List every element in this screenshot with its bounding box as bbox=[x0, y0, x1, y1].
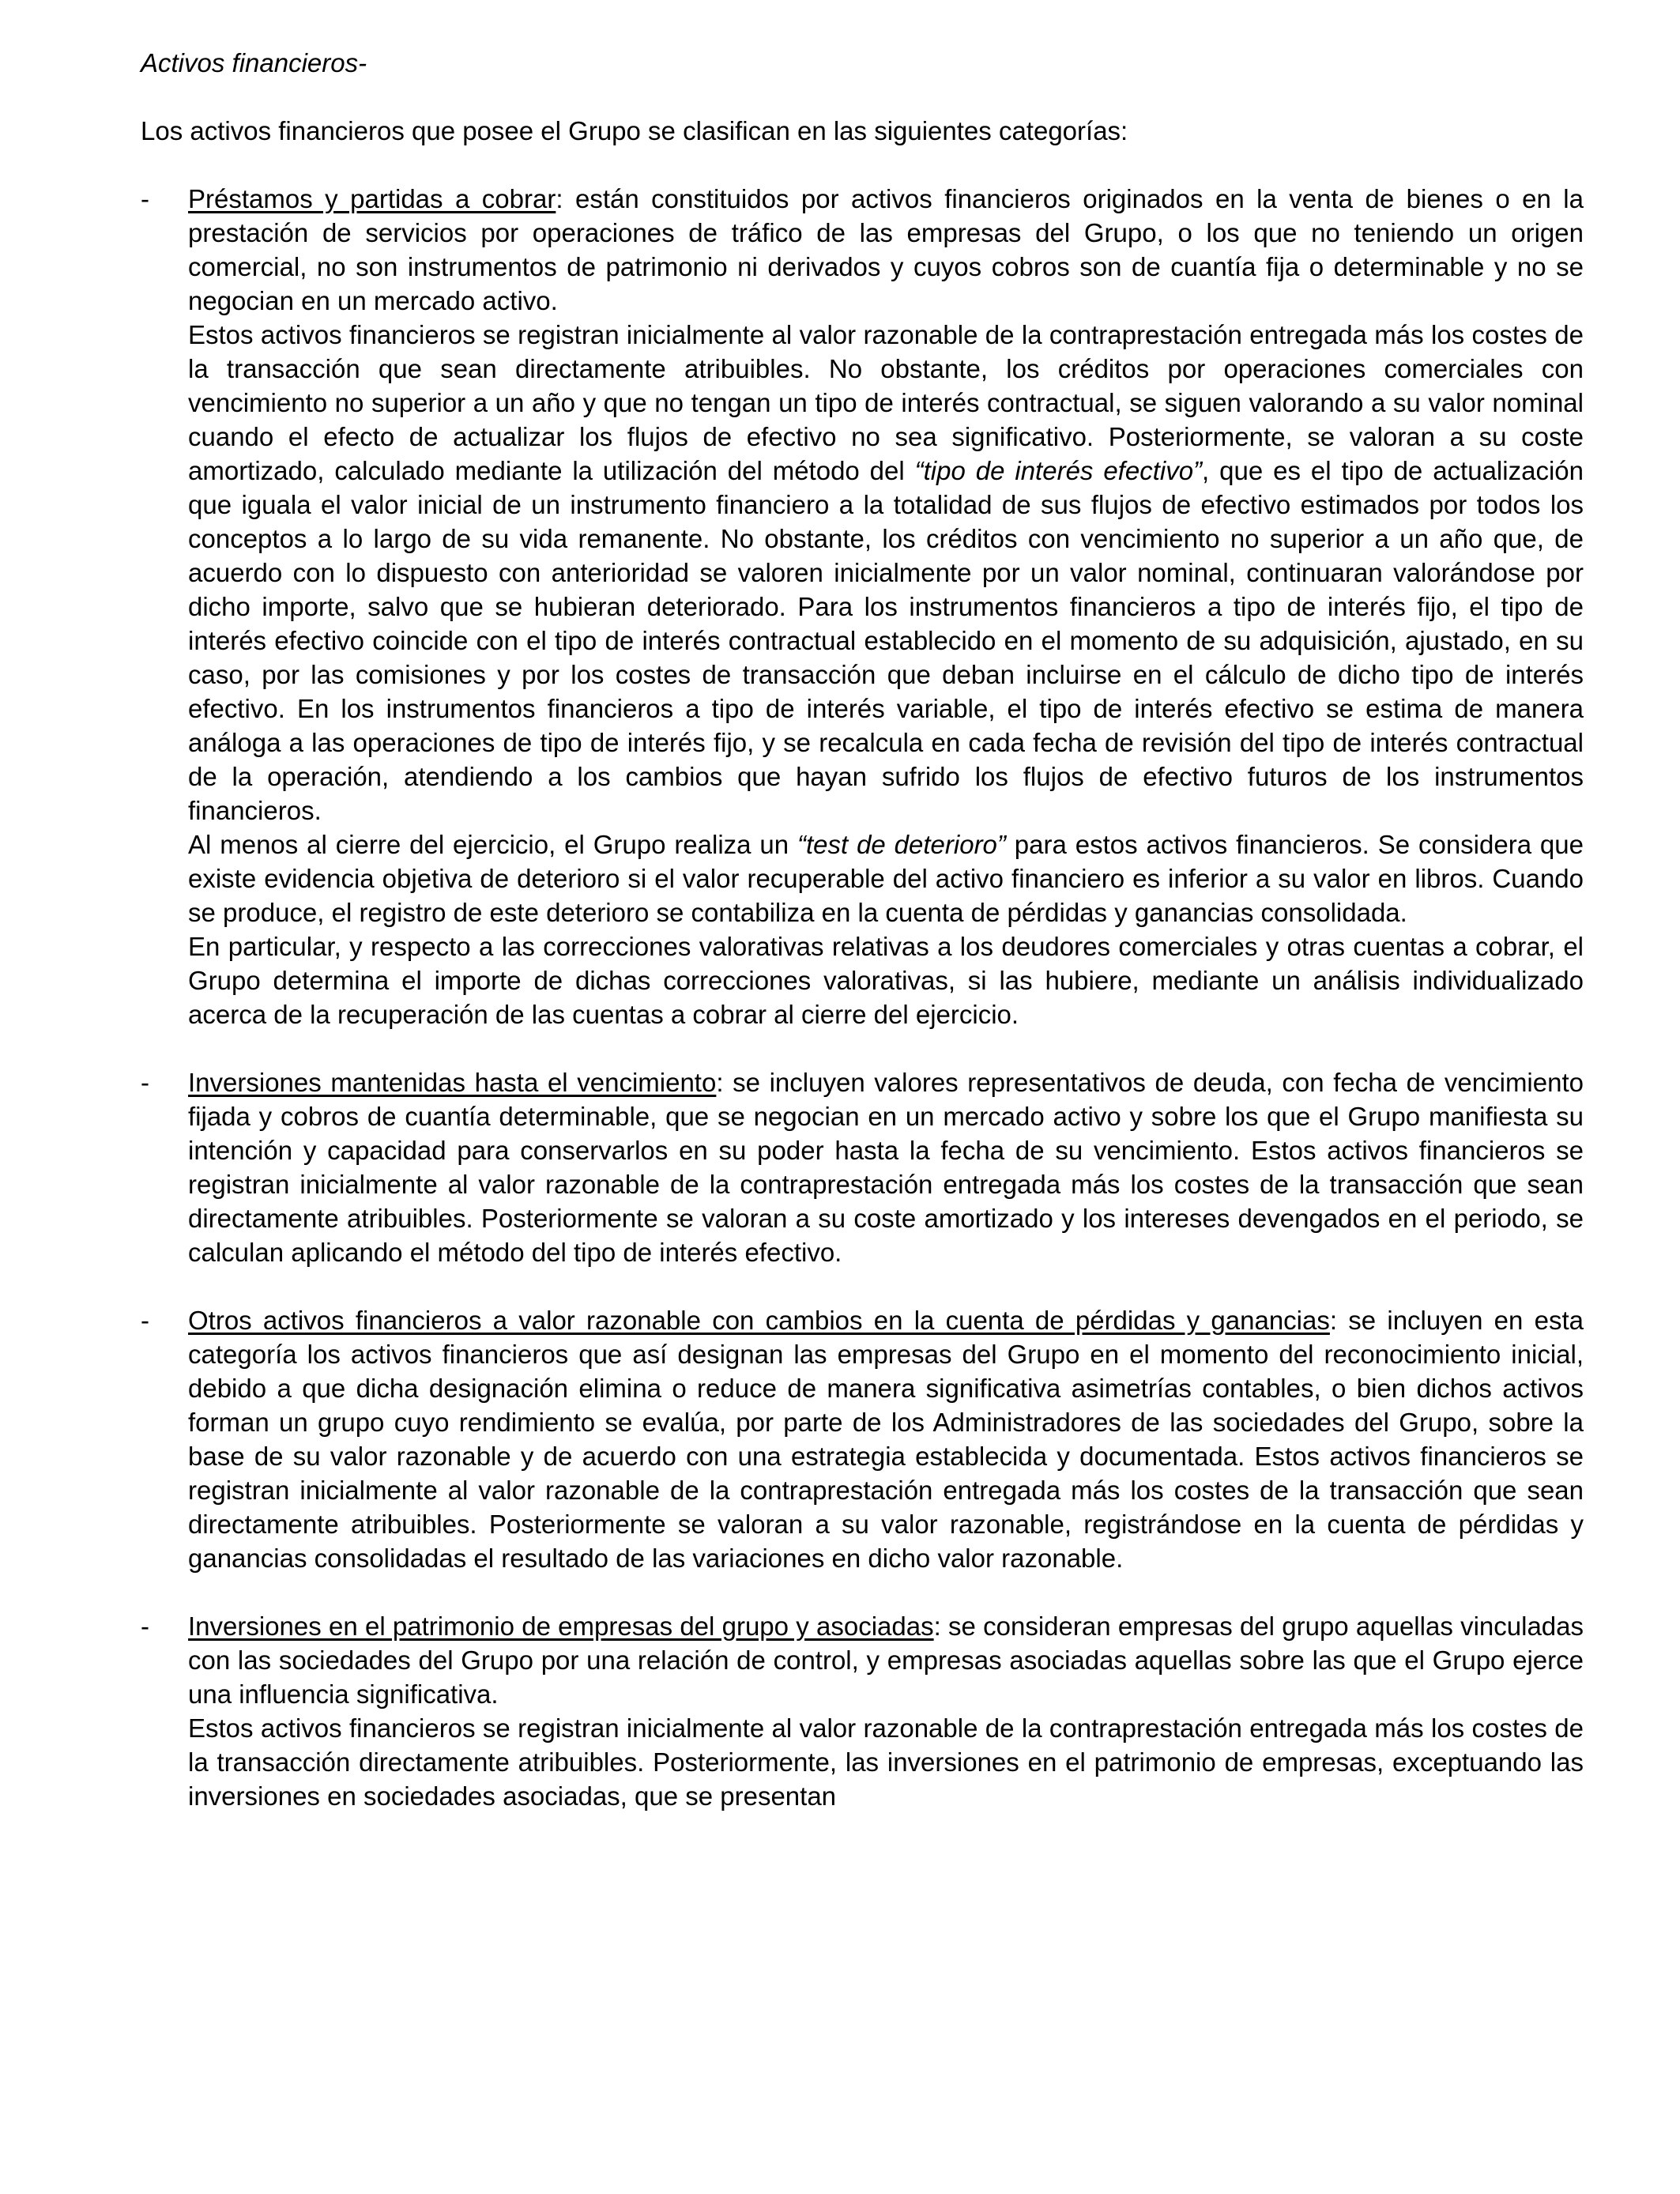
item-text: : se incluyen en esta categoría los activos financieros que así designan las empresas del Grupo en el momento del reconocimiento inicial, debido a que dicha designación elimina o reduce de manera significativa asimetrías contables, o bien dichos activos forman un grupo cuyo rendimiento se evalúa, por parte de los Administradores de las sociedades del Grupo, sobre la base de su valor razonable y de acuerdo con una estrategia establecida y documentada. Estos activos financieros se registran inicialmente al valor razonable de la contraprestación entregada más los costes de la transacción que sean directamente atribuibles. Posteriormente se valoran a su valor razonable, registrándose en la cuenta de pérdidas y ganancias consolidadas el resultado de las variaciones en dicho valor razonable. bbox=[188, 1306, 1584, 1573]
item-text: : se incluyen valores representativos de deuda, con fecha de vencimiento fijada y cobros de cuantía determinable, que se negocian en un mercado activo y sobre los que el Grupo manifiesta su intención y capacidad para conservarlos en su poder hasta la fecha de su vencimiento. Estos activos financieros se registran inicialmente al valor razonable de la contraprestación entregada más los costes de la transacción que sean directamente atribuibles. Posteriormente se valoran a su coste amortizado y los intereses devengados en el periodo, se calculan aplicando el método del tipo de interés efectivo. bbox=[188, 1068, 1584, 1267]
list-item-otros-activos bbox=[141, 1303, 1584, 1575]
bullet-dash: - bbox=[141, 1612, 149, 1641]
bullet-dash: - bbox=[141, 1306, 149, 1335]
item-paragraph bbox=[188, 318, 1584, 827]
bullet-dash: - bbox=[141, 1068, 149, 1097]
item-term: Préstamos y partidas a cobrar bbox=[188, 184, 556, 213]
item-paragraph bbox=[188, 1065, 1584, 1269]
item-paragraph bbox=[188, 182, 1584, 318]
item-emphasis: “test de deterioro” bbox=[797, 830, 1006, 859]
item-paragraph bbox=[188, 827, 1584, 929]
item-text: , que es el tipo de actualización que iguala el valor inicial de un instrumento financiero a la totalidad de sus flujos de efectivo estimados por todos los conceptos a lo largo de su vida remanente. No obstante, los créditos con vencimiento no superior a un año que, de acuerdo con lo dispuesto con anterioridad se valoren inicialmente por un valor nominal, continuaran valorándose por dicho importe, salvo que se hubieran deteriorado. Para los instrumentos financieros a tipo de interés fijo, el tipo de interés efectivo coincide con el tipo de interés contractual establecido en el momento de su adquisición, ajustado, en su caso, por las comisiones y por los costes de transacción que deban incluirse en el cálculo de dicho tipo de interés efectivo. En los instrumentos financieros a tipo de interés variable, el tipo de interés efectivo se estima de manera análoga a las operaciones de tipo de interés fijo, y se recalcula en cada fecha de revisión del tipo de interés contractual de la operación, atendiendo a los cambios que hayan sufrido los flujos de efectivo futuros de los instrumentos financieros. bbox=[188, 456, 1584, 825]
item-text: para estos activos financieros. Se considera que existe evidencia objetiva de deterioro si el valor recuperable del activo financiero es inferior a su valor en libros. Cuando se produce, el registro de este deterioro se contabiliza en la cuenta de pérdidas y ganancias consolidada. bbox=[188, 830, 1584, 927]
intro-paragraph: Los activos financieros que posee el Grupo se clasifican en las siguientes categorías: bbox=[141, 116, 1128, 145]
item-text: : están constituidos por activos financieros originados en la venta de bienes o en la prestación de servicios por operaciones de tráfico de las empresas del Grupo, o los que no teniendo un origen comercial, no son instrumentos de patrimonio ni derivados y cuyos cobros son de cuantía fija o determinable y no se negocian en un mercado activo. bbox=[188, 184, 1584, 315]
item-text: Estos activos financieros se registran inicialmente al valor razonable de la contraprestación entregada más los costes de la transacción que sean directamente atribuibles. No obstante, los créditos por operaciones comerciales con vencimiento no superior a un año y que no tengan un tipo de interés contractual, se siguen valorando a su valor nominal cuando el efecto de actualizar los flujos de efectivo no sea significativo. Posteriormente, se valoran a su coste amortizado, calculado mediante la utilización del método del bbox=[188, 320, 1584, 485]
item-paragraph: En particular, y respecto a las correcciones valorativas relativas a los deudores comerciales y otras cuentas a cobrar, el Grupo determina el importe de dichas correcciones valorativas, si las hubiere, mediante un análisis individualizado acerca de la recuperación de las cuentas a cobrar al cierre del ejercicio. bbox=[188, 932, 1584, 1029]
item-paragraph bbox=[188, 1609, 1584, 1711]
item-emphasis: “tipo de interés efectivo” bbox=[914, 456, 1203, 485]
item-term: Otros activos financieros a valor razonable con cambios en la cuenta de pérdidas y ganancias bbox=[188, 1306, 1330, 1335]
list-item-inversiones-patrimonio bbox=[141, 1609, 1584, 1813]
list-item-inversiones-vencimiento bbox=[141, 1065, 1584, 1269]
item-text: Al menos al cierre del ejercicio, el Grupo realiza un bbox=[188, 830, 798, 859]
bullet-dash: - bbox=[141, 184, 149, 213]
item-term: Inversiones en el patrimonio de empresas del grupo y asociadas bbox=[188, 1612, 934, 1641]
list-item-prestamos bbox=[141, 182, 1584, 1031]
item-paragraph: Estos activos financieros se registran inicialmente al valor razonable de la contraprestación entregada más los costes de la transacción directamente atribuibles. Posteriormente, las inversiones en el patrimonio de empresas, exceptuando las inversiones en sociedades asociadas, que se presentan bbox=[188, 1713, 1584, 1811]
document-body bbox=[141, 46, 1584, 1847]
item-term: Inversiones mantenidas hasta el vencimiento bbox=[188, 1068, 717, 1097]
item-text: : se consideran empresas del grupo aquellas vinculadas con las sociedades del Grupo por una relación de control, y empresas asociadas aquellas sobre las que el Grupo ejerce una influencia significativa. bbox=[188, 1612, 1584, 1709]
item-paragraph bbox=[188, 1303, 1584, 1575]
section-heading: Activos financieros- bbox=[141, 48, 367, 77]
